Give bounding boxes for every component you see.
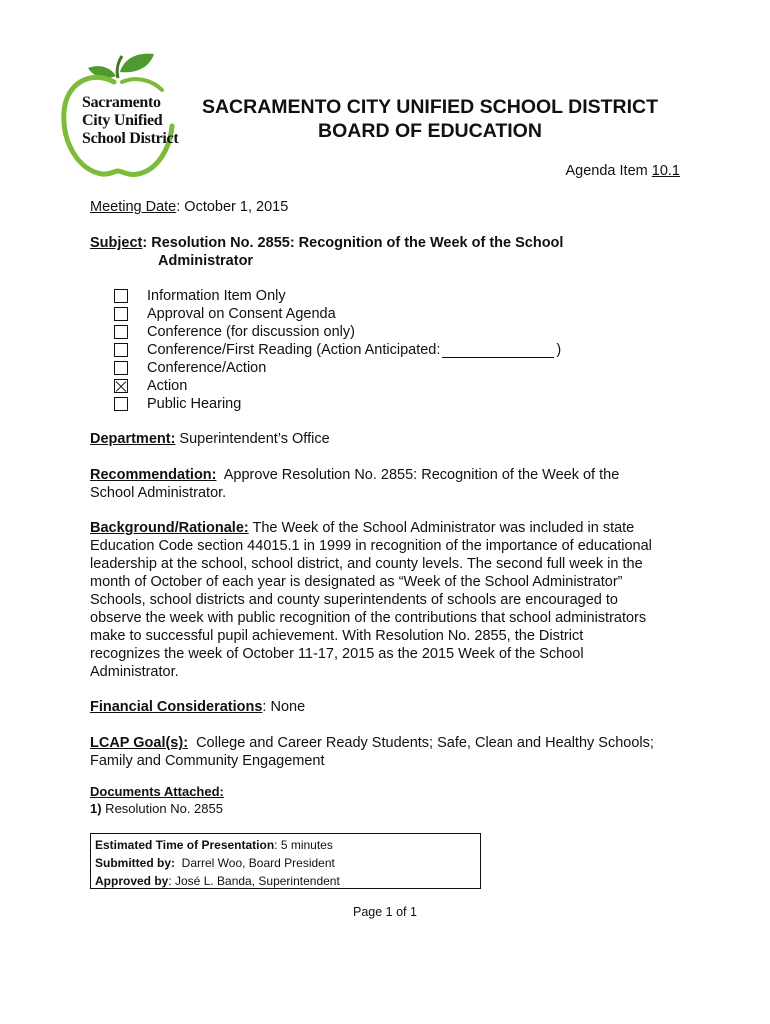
agenda-item-label: Agenda Item	[565, 163, 648, 179]
option-label: Conference (for discussion only)	[147, 324, 355, 340]
submitted-by-label: Submitted by:	[95, 856, 175, 870]
district-title: SACRAMENTO CITY UNIFIED SCHOOL DISTRICT	[201, 96, 659, 118]
estimated-time-label: Estimated Time of Presentation	[95, 838, 275, 852]
checkbox[interactable]	[114, 289, 128, 303]
checkbox[interactable]	[114, 307, 128, 321]
recommendation-line-1: Approve Resolution No. 2855: Recognition of the Week of the	[216, 467, 620, 483]
meeting-date	[90, 198, 288, 216]
option-public-hearing[interactable]	[114, 395, 241, 413]
financial-considerations	[90, 698, 305, 716]
logo-line-1: Sacramento	[82, 94, 161, 111]
subject	[90, 234, 563, 252]
subject-line-2: Administrator	[158, 253, 254, 269]
option-action[interactable]	[114, 377, 187, 395]
background-line: make to successful pupil achievement. With Resolution No. 2855, the District	[90, 628, 584, 644]
option-label: Conference/Action	[147, 360, 267, 376]
background-line: Administrator.	[90, 664, 179, 680]
logo-line-3: School District	[82, 130, 179, 147]
option-label: Action	[147, 378, 188, 394]
subject-label: Subject	[90, 235, 143, 251]
checkbox[interactable]	[114, 343, 128, 357]
checkbox[interactable]	[114, 361, 128, 375]
option-conference-action[interactable]	[114, 359, 266, 377]
financial-value: : None	[262, 699, 306, 715]
recommendation-line-2: School Administrator.	[90, 485, 227, 501]
agenda-item	[566, 162, 681, 180]
logo-line-2: City Unified	[82, 112, 163, 129]
documents-num: 1)	[90, 801, 102, 816]
checkbox[interactable]	[114, 325, 128, 339]
lcap-label: LCAP Goal(s):	[90, 735, 189, 751]
subject-line-1: : Resolution No. 2855: Recognition of the Week of the School	[142, 235, 564, 251]
option-information-item[interactable]	[114, 287, 286, 305]
action-anticipated-blank[interactable]	[442, 343, 554, 358]
background-line: month of October of each year is designated as “Week of the School Administrator”	[90, 574, 623, 590]
option-label: Public Hearing	[147, 396, 242, 412]
presentation-info-box	[90, 833, 481, 889]
lcap-line-1: College and Career Ready Students; Safe, Clean and Healthy Schools;	[188, 735, 654, 751]
estimated-time	[95, 837, 333, 853]
background-rationale	[90, 519, 690, 681]
option-consent-agenda[interactable]	[114, 305, 336, 323]
option-conference-discussion[interactable]	[114, 323, 355, 341]
financial-label: Financial Considerations	[90, 699, 263, 715]
meeting-date-label: Meeting Date	[90, 199, 177, 215]
background-line-1: The Week of the School Administrator was included in state	[248, 520, 635, 536]
department	[90, 430, 330, 448]
option-label: Approval on Consent Agenda	[147, 306, 336, 322]
approved-by-label: Approved by	[95, 874, 169, 888]
documents-item[interactable]: Resolution No. 2855	[101, 801, 223, 816]
option-label: Information Item Only	[147, 288, 286, 304]
submitted-by-value: Darrel Woo, Board President	[175, 856, 335, 870]
approved-by	[95, 873, 340, 889]
recommendation	[90, 466, 690, 502]
documents-attached	[90, 783, 224, 817]
lcap-goals	[90, 734, 690, 770]
meeting-date-value: : October 1, 2015	[176, 199, 289, 215]
background-line: Education Code section 44015.1 in 1999 in recognition of the importance of educational	[90, 538, 652, 554]
page-number: Page 1 of 1	[353, 905, 417, 919]
approved-by-value: : José L. Banda, Superintendent	[168, 874, 340, 888]
lcap-line-2: Family and Community Engagement	[90, 753, 325, 769]
option-conference-first-reading[interactable]	[114, 341, 561, 359]
background-line: recognizes the week of October 11-17, 2015 as the 2015 Week of the School	[90, 646, 584, 662]
submitted-by	[95, 855, 335, 871]
checkbox-checked[interactable]	[114, 379, 128, 393]
checkbox[interactable]	[114, 397, 128, 411]
agenda-item-number: 10.1	[651, 163, 680, 179]
estimated-time-value: : 5 minutes	[274, 838, 333, 852]
documents-label: Documents Attached:	[90, 784, 224, 799]
recommendation-label: Recommendation:	[90, 467, 217, 483]
background-line: leadership at the school, school district, and county levels. The second full week in the	[90, 556, 643, 572]
background-line: Schools, school districts and county superintendents of schools are encouraged to	[90, 592, 618, 608]
department-value: Superintendent’s Office	[175, 431, 330, 447]
option-label: Conference/First Reading (Action Anticipated:	[147, 342, 441, 358]
department-label: Department:	[90, 431, 176, 447]
option-suffix: )	[556, 342, 562, 358]
background-line: observe the week with public recognition of the contributions that school administrators	[90, 610, 647, 626]
board-title: BOARD OF EDUCATION	[318, 120, 542, 142]
background-label: Background/Rationale:	[90, 520, 249, 536]
